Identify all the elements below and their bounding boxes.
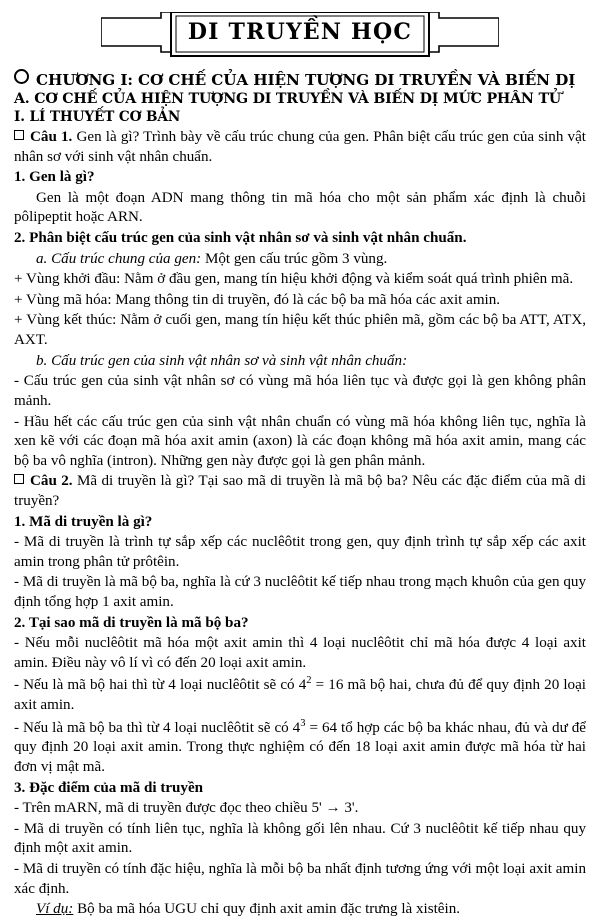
example-label: Ví dụ: [36,901,74,918]
example-text: Bộ ba mã hóa UGU chỉ quy định axit amin đặc trưng là xistêin. [77,901,461,918]
q2-example [14,900,586,920]
section-i-heading: I. LÍ THUYẾT CƠ BẢN [14,109,181,125]
section-a-heading: A. CƠ CHẾ CỦA HIỆN TƯỢNG DI TRUYỀN VÀ BIẾN DỊ MỨC PHÂN TỬ [14,91,561,107]
q2-sub3-item-1: - Trên mARN, mã di truyền được đọc theo chiều 5' → 3'. [14,800,359,817]
exponent-3: 3 [300,717,306,729]
question-1-text: Gen là gì? Trình bày về cấu trúc chung của gen. Phân biệt cấu trúc gen của sinh vật nhân sơ với sinh vật nhân chuẩn. [14,129,586,165]
q2-sub3-item-3: - Mã di truyền có tính đặc hiệu, nghĩa là mỗi bộ ba nhất định tương ứng với một loại axit amin xác định. [14,861,586,897]
q2-sub2-title: 2. Tại sao mã di truyền là mã bộ ba? [14,614,249,631]
title-banner [0,8,600,66]
document-page [0,8,600,919]
q1-b-item-2: - Hầu hết các cấu trúc gen của sinh vật nhân chuẩn có vùng mã hóa không liên tục, nghĩa là xen kẽ với các đoạn mã hóa axit amin (axon) là các đoạn không mã hóa axit amin, mang các bộ ba vô nghĩa (intron). Những gen này được gọi là gen phân mảnh. [14,413,586,469]
page-title: DI TRUYỀN HỌC [187,19,413,45]
q1-a-item-2: + Vùng mã hóa: Mang thông tin di truyền, đó là các bộ ba mã hóa các axit amin. [14,291,501,308]
exponent-2: 2 [306,675,312,687]
q1-sub1-body: Gen là một đoạn ADN mang thông tin mã hóa cho một sản phẩm xác định là chuỗi pôlipeptit hoặc ARN. [14,189,586,226]
question-1-block [14,128,586,167]
circle-bullet-icon [14,69,29,84]
question-1-label: Câu 1. [30,129,73,145]
square-bullet-icon [14,474,24,484]
body-content [14,128,586,920]
q2-sub3-title: 3. Đặc điểm của mã di truyền [14,779,204,796]
q2-sub2-item-2: - Nếu là mã bộ hai thì từ 4 loại nuclêôtit sẽ có $4^2 = 16$ mã bộ hai, chưa đủ để quy định 20 loại axit amin. [14,675,586,714]
q1-a-text: Một gen cấu trúc gồm 3 vùng. [204,250,388,267]
q2-sub1-title: 1. Mã di truyền là gì? [14,513,153,530]
square-bullet-icon [14,130,24,140]
q2-sub2-item-3: - Nếu là mã bộ ba thì từ 4 loại nuclêôtit sẽ có $4^3 = 64$ tổ hợp các bộ ba khác nhau, đủ và dư để quy định 20 loại axit amin. Trong thực nghiệm có đến 18 loại axit amin được mã hóa từ hai đơn vị mật mã. [14,717,586,775]
q2-sub1-item-2: - Mã di truyền là mã bộ ba, nghĩa là cứ 3 nuclêôtit kế tiếp nhau trong mạch khuôn của gen quy định tổng hợp 1 axit amin. [14,574,586,611]
q1-sub2-title: 2. Phân biệt cấu trúc gen của sinh vật nhân sơ và sinh vật nhân chuẩn. [14,230,467,247]
chapter-heading [14,70,600,89]
question-2-block [14,472,586,511]
q2-sub2-item-1: - Nếu mỗi nuclêôtit mã hóa một axit amin thì 4 loại nuclêôtit chỉ mã hóa được 4 loại axit amin. Điều này vô lí vì có đến 20 loại axit amin. [14,635,586,671]
q1-a-item-3: + Vùng kết thúc: Nằm ở cuối gen, mang tín hiệu kết thúc phiên mã, gồm các bộ ba ATT, ATX, AXT. [14,312,586,349]
q1-a-line [14,250,586,270]
question-2-text: Mã di truyền là gì? Tại sao mã di truyền là mã bộ ba? Nêu các đặc điểm của mã di truyền? [14,473,587,509]
q1-b-label: b. Cấu trúc gen của sinh vật nhân sơ và sinh vật nhân chuẩn: [36,352,408,369]
q1-a-label: a. Cấu trúc chung của gen: [36,250,202,267]
q1-a-item-1: + Vùng khởi đầu: Nằm ở đầu gen, mang tín hiệu khởi động và kiểm soát quá trình phiên mã. [14,271,574,288]
question-2-label: Câu 2. [30,473,73,490]
q2-sub1-item-1: - Mã di truyền là trình tự sắp xếp các nuclêôtit trong gen, quy định trình tự sắp xếp các axit amin trong phân tử prôtêin. [14,534,586,570]
q2-sub3-item-2: - Mã di truyền có tính liên tục, nghĩa là không gối lên nhau. Cứ 3 nuclêôtit kế tiếp nhau quy định một axit amin. [14,820,586,857]
q1-sub1-title: 1. Gen là gì? [14,169,95,186]
chapter-heading-text: CHƯƠNG I: CƠ CHẾ CỦA HIỆN TƯỢNG DI TRUYỀN VÀ BIẾN DỊ [36,71,576,89]
q1-b-item-1: - Cấu trúc gen của sinh vật nhân sơ có vùng mã hóa liên tục và được gọi là gen không phân mảnh. [14,373,586,409]
